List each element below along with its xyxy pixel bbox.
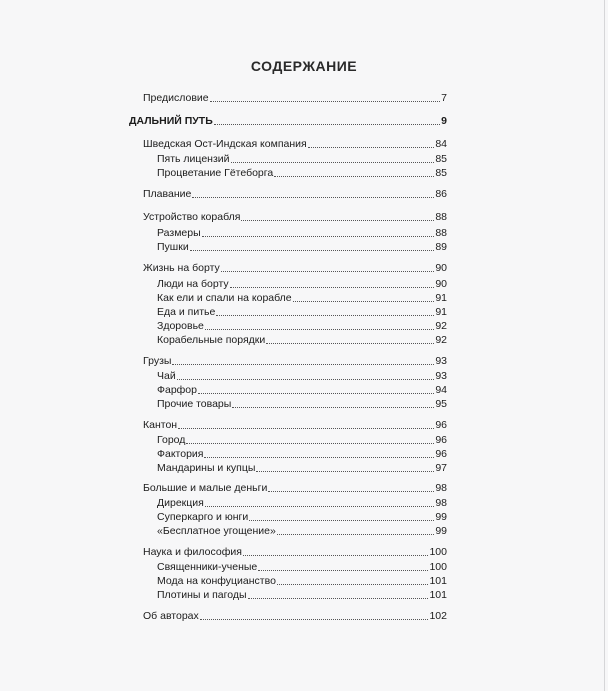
dot-leader — [198, 393, 434, 394]
dot-leader — [241, 220, 434, 221]
toc-entry — [143, 92, 447, 104]
dot-leader — [232, 407, 434, 408]
toc-entry-title: Чай — [157, 370, 176, 382]
toc-entry-page: 102 — [429, 610, 447, 622]
toc-entry-title: Суперкарго и юнги — [157, 511, 249, 523]
toc-entry — [157, 370, 447, 382]
toc-entry — [157, 227, 447, 239]
toc-entry-title: Дирекция — [157, 497, 204, 509]
toc-entry — [157, 278, 447, 290]
dot-leader — [248, 598, 429, 599]
toc-entry-title: Здоровье — [157, 320, 204, 332]
toc-entry-title: Наука и философия — [143, 546, 242, 558]
toc-entry-page: 98 — [435, 482, 447, 494]
toc-entry-page: 7 — [441, 92, 447, 104]
toc-entry-page: 98 — [435, 497, 447, 509]
dot-leader — [205, 506, 434, 507]
toc-entry-page: 96 — [435, 434, 447, 446]
toc-entry-page: 92 — [435, 334, 447, 346]
dot-leader — [249, 520, 434, 521]
toc-entry — [157, 434, 447, 446]
toc-entry-title: Процветание Гётеборга — [157, 167, 274, 179]
toc-entry-page: 100 — [429, 546, 447, 558]
dot-leader — [231, 162, 435, 163]
toc-entry — [157, 525, 447, 537]
dot-leader — [186, 443, 434, 444]
toc-entry — [157, 448, 447, 460]
dot-leader — [230, 287, 435, 288]
toc-entry-page: 90 — [435, 278, 447, 290]
dot-leader — [205, 329, 434, 330]
dot-leader — [274, 176, 434, 177]
toc-entry — [143, 610, 447, 622]
toc-entry-page: 85 — [435, 153, 447, 165]
toc-entry — [143, 546, 447, 558]
toc-entry-title: Фактория — [157, 448, 204, 460]
toc-entry-title: Плавание — [143, 188, 192, 200]
toc-entry-title: Пушки — [157, 241, 189, 253]
dot-leader — [202, 236, 435, 237]
toc-entry — [157, 334, 447, 346]
toc-entry — [157, 241, 447, 253]
toc-entry-title: Кантон — [143, 419, 178, 431]
toc-entry — [157, 292, 447, 304]
toc-entry-title: Люди на борту — [157, 278, 229, 290]
toc-entry-page: 85 — [435, 167, 447, 179]
toc-entry-title: Священники-ученые — [157, 561, 258, 573]
dot-leader — [256, 471, 434, 472]
toc-entry-page: 101 — [429, 589, 447, 601]
dot-leader — [210, 101, 441, 102]
toc-entry-page: 86 — [435, 188, 447, 200]
toc-entry — [157, 462, 447, 474]
dot-leader — [277, 534, 434, 535]
toc-entry-page: 101 — [429, 575, 447, 587]
toc-entry-title: Фарфор — [157, 384, 197, 396]
toc-entry-page: 91 — [435, 306, 447, 318]
toc-entry-title: ДАЛЬНИЙ ПУТЬ — [129, 115, 213, 127]
dot-leader — [277, 584, 429, 585]
dot-leader — [172, 364, 434, 365]
dot-leader — [293, 301, 435, 302]
toc-entry-title: Мандарины и купцы — [157, 462, 256, 474]
toc-entry-page: 96 — [435, 419, 447, 431]
toc-entry-page: 84 — [435, 138, 447, 150]
dot-leader — [221, 271, 435, 272]
toc-entry-title: Прочие товары — [157, 398, 232, 410]
toc-entry-page: 88 — [435, 227, 447, 239]
toc-entry-title: Пять лицензий — [157, 153, 230, 165]
dot-leader — [216, 315, 434, 316]
toc-entry — [143, 138, 447, 150]
page-title: СОДЕРЖАНИЕ — [250, 58, 358, 74]
dot-leader — [214, 124, 440, 125]
toc-entry-page: 88 — [435, 211, 447, 223]
toc-entry — [157, 167, 447, 179]
toc-entry-page: 92 — [435, 320, 447, 332]
dot-leader — [177, 379, 435, 380]
toc-entry-title: Грузы — [143, 355, 172, 367]
dot-leader — [200, 619, 429, 620]
dot-leader — [258, 570, 428, 571]
toc-entry — [143, 419, 447, 431]
toc-entry — [143, 211, 447, 223]
toc-entry-title: Город — [157, 434, 186, 446]
toc-entry-page: 91 — [435, 292, 447, 304]
page-edge — [604, 0, 605, 691]
toc-entry-page: 96 — [435, 448, 447, 460]
toc-entry-page: 93 — [435, 355, 447, 367]
toc-entry-title: Жизнь на борту — [143, 262, 220, 274]
toc-entry — [157, 497, 447, 509]
dot-leader — [204, 457, 434, 458]
toc-entry — [143, 262, 447, 274]
dot-leader — [190, 250, 435, 251]
toc-entry — [157, 575, 447, 587]
toc-entry-page: 89 — [435, 241, 447, 253]
toc-entry-title: Размеры — [157, 227, 201, 239]
toc-entry — [143, 355, 447, 367]
toc-entry-title: Предисловие — [143, 92, 209, 104]
toc-entry-page: 97 — [435, 462, 447, 474]
toc-entry — [157, 511, 447, 523]
toc-entry-page: 99 — [435, 511, 447, 523]
toc-entry-title: Еда и питье — [157, 306, 216, 318]
toc-entry — [143, 482, 447, 494]
toc-entry — [157, 320, 447, 332]
toc-entry-title: Мода на конфуцианство — [157, 575, 276, 587]
toc-entry — [157, 589, 447, 601]
dot-leader — [266, 343, 434, 344]
toc-entry-page: 95 — [435, 398, 447, 410]
dot-leader — [308, 147, 435, 148]
toc-entry-page: 99 — [435, 525, 447, 537]
toc-entry — [129, 115, 447, 127]
toc-entry — [157, 398, 447, 410]
toc-entry-title: «Бесплатное угощение» — [157, 525, 276, 537]
dot-leader — [192, 197, 434, 198]
toc-entry-page: 93 — [435, 370, 447, 382]
toc-entry-page: 9 — [441, 115, 447, 127]
toc-entry-title: Устройство корабля — [143, 211, 241, 223]
toc-entry-page: 94 — [435, 384, 447, 396]
toc-entry — [143, 188, 447, 200]
toc-entry-title: Как ели и спали на корабле — [157, 292, 292, 304]
dot-leader — [268, 491, 434, 492]
toc-entry-title: Большие и малые деньги — [143, 482, 268, 494]
toc-entry — [157, 561, 447, 573]
dot-leader — [243, 555, 429, 556]
dot-leader — [178, 428, 434, 429]
toc-entry-title: Корабельные порядки — [157, 334, 266, 346]
toc-entry — [157, 384, 447, 396]
toc-entry-page: 100 — [429, 561, 447, 573]
toc-entry-title: Шведская Ост-Индская компания — [143, 138, 307, 150]
toc-entry-page: 90 — [435, 262, 447, 274]
toc-entry-title: Об авторах — [143, 610, 199, 622]
toc-entry — [157, 153, 447, 165]
toc-entry-title: Плотины и пагоды — [157, 589, 247, 601]
toc-entry — [157, 306, 447, 318]
